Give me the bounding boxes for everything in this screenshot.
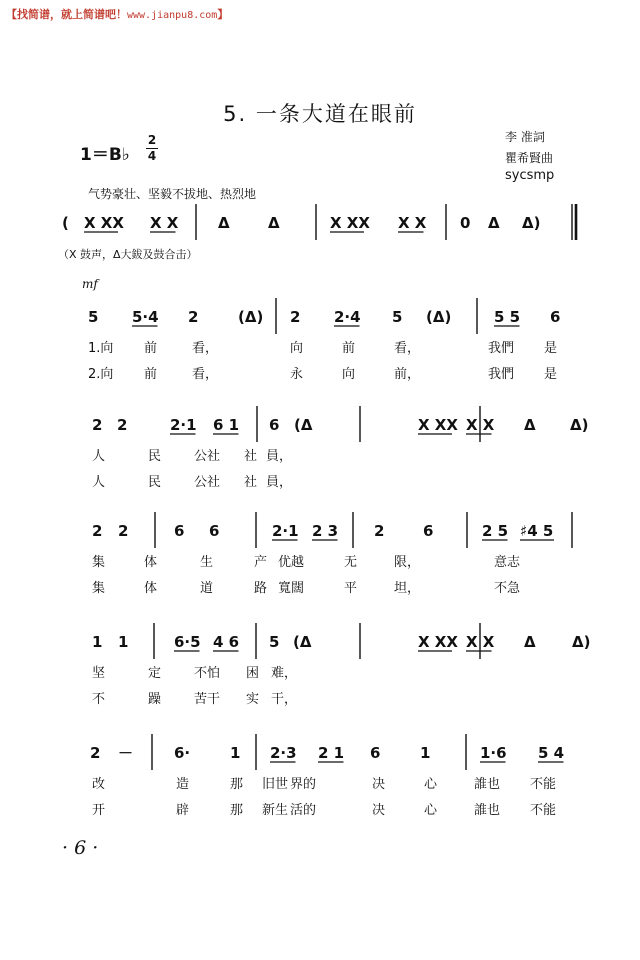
lyric-verse2: 开 xyxy=(92,803,106,818)
note: Δ) xyxy=(572,633,591,651)
note: 5 xyxy=(269,633,280,651)
lyric-verse2: 心 xyxy=(424,803,438,818)
note: 2 xyxy=(374,522,385,540)
lyric-verse1: 向 xyxy=(290,341,304,356)
lyric-verse1: 无 xyxy=(344,555,358,570)
note: 1 xyxy=(92,633,103,651)
note: (Δ xyxy=(294,416,313,434)
note: X X xyxy=(150,214,179,232)
note: ♯4 5 xyxy=(520,522,554,540)
note: 5 4 xyxy=(538,744,565,762)
lyric-verse2: 人 xyxy=(92,475,106,490)
lyric-verse1: 产 xyxy=(254,555,268,570)
note: 2 xyxy=(92,416,103,434)
lyric-verse1: 生 xyxy=(200,555,214,570)
note: 2 xyxy=(117,416,128,434)
note: 5 xyxy=(392,308,403,326)
lyric-verse2: 誰也 xyxy=(474,803,501,818)
note: 2·4 xyxy=(334,308,361,326)
note: 2 5 xyxy=(482,522,509,540)
source-credit: sycsmp xyxy=(505,168,555,183)
lyric-verse2: 民 xyxy=(148,475,162,490)
note: 6·5 xyxy=(174,633,201,651)
note: 4 6 xyxy=(213,633,240,651)
note: X XX xyxy=(418,633,458,651)
lyric-verse2: 路 xyxy=(254,581,268,596)
note: 2·3 xyxy=(270,744,297,762)
lyric-verse1: 坚 xyxy=(92,666,106,681)
note: Δ xyxy=(524,633,536,651)
lyric-verse1: 心 xyxy=(424,777,438,792)
note: 1 xyxy=(420,744,431,762)
expression-marking: 气势豪壮、坚毅不拔地、热烈地 xyxy=(88,187,257,201)
lyric-verse1: 优越 xyxy=(278,555,305,570)
note: 6· xyxy=(174,744,191,762)
lyric-verse1: 員， xyxy=(266,449,293,464)
banner-text: 【找简谱，就上简谱吧！ xyxy=(6,8,127,21)
intro-note: （X 鼓声，Δ大鈸及鼓合击） xyxy=(58,248,198,261)
note: 5 xyxy=(88,308,99,326)
lyric-verse1: 造 xyxy=(176,777,190,792)
note: 1 xyxy=(118,633,129,651)
note: 6 xyxy=(209,522,220,540)
key-signature: 1＝B♭ xyxy=(80,145,130,165)
lyric-verse2: 我們 xyxy=(488,367,515,382)
note: Δ xyxy=(524,416,536,434)
lyric-verse1: 民 xyxy=(148,449,162,464)
lyric-verse1: 意志 xyxy=(494,555,521,570)
composer-credit: 瞿希賢曲 xyxy=(505,151,554,165)
lyric-verse2: 看， xyxy=(192,367,219,382)
lyric-verse2: 向 xyxy=(342,367,356,382)
note: 2·1 xyxy=(272,522,299,540)
lyric-verse2: 苦干 xyxy=(194,692,221,707)
lyric-verse2: 平 xyxy=(344,581,358,596)
lyric-verse1: 是 xyxy=(544,341,558,356)
note: 2 xyxy=(290,308,301,326)
note: 6 xyxy=(269,416,280,434)
note: 5 5 xyxy=(494,308,521,326)
note: － xyxy=(118,744,134,762)
lyric-verse1: 社 xyxy=(244,449,258,464)
note: 1 xyxy=(230,744,241,762)
note: 5·4 xyxy=(132,308,159,326)
lyric-verse1: 不怕 xyxy=(194,666,221,681)
lyric-verse2: 坦， xyxy=(394,581,421,596)
time-signature-top: 2 xyxy=(147,133,157,147)
lyric-verse1: 界的 xyxy=(290,777,317,792)
note: 2·1 xyxy=(170,416,197,434)
lyric-verse1: 前 xyxy=(144,341,158,356)
lyric-verse1: 不能 xyxy=(530,777,557,792)
note: X X xyxy=(466,416,495,434)
lyric-verse2: 新生 xyxy=(262,803,289,818)
note: 6 xyxy=(550,308,561,326)
lyric-verse1: 前 xyxy=(342,341,356,356)
lyric-verse1: 我們 xyxy=(488,341,515,356)
lyric-verse1: 那 xyxy=(230,777,244,792)
note: 6 xyxy=(370,744,381,762)
lyricist-credit: 李 准詞 xyxy=(505,130,545,144)
lyric-verse2: 公社 xyxy=(194,475,221,490)
page-number: · 6 · xyxy=(62,837,99,859)
lyric-verse1: 体 xyxy=(144,555,158,570)
banner-url-link[interactable]: www.jianpu8.com xyxy=(127,10,218,21)
note: 2 1 xyxy=(318,744,345,762)
lyric-verse1: 人 xyxy=(92,449,106,464)
lyric-verse1: 集 xyxy=(92,555,106,570)
lyric-verse1: 看， xyxy=(394,341,421,356)
note: (Δ) xyxy=(238,308,264,326)
lyric-verse2: 永 xyxy=(290,367,304,382)
lyric-verse2: 集 xyxy=(92,581,106,596)
lyric-verse2: 員， xyxy=(266,475,293,490)
lyric-verse1: 旧世 xyxy=(262,777,289,792)
time-signature-bottom: 4 xyxy=(147,149,157,163)
note: 6 xyxy=(174,522,185,540)
note: X XX xyxy=(330,214,370,232)
lyric-verse2: 不急 xyxy=(494,581,521,596)
lyric-verse2: 不 xyxy=(92,692,106,707)
note: 2 xyxy=(118,522,129,540)
note: 6 1 xyxy=(213,416,240,434)
lyric-verse1: 难， xyxy=(271,666,298,681)
lyric-verse2: 实 xyxy=(246,692,260,707)
banner-close: 】 xyxy=(217,8,229,21)
lyric-verse2: 前 xyxy=(144,367,158,382)
lyric-verse2: 体 xyxy=(144,581,158,596)
dynamic-marking: mf xyxy=(82,277,98,291)
note: Δ xyxy=(488,214,500,232)
lyric-verse1: 困 xyxy=(246,666,260,681)
lyric-verse1: 1.向 xyxy=(88,341,114,356)
note: X XX xyxy=(84,214,124,232)
note: Δ xyxy=(268,214,280,232)
lyric-verse1: 公社 xyxy=(194,449,221,464)
lyric-verse1: 限， xyxy=(394,555,421,570)
song-title: 5. 一条大道在眼前 xyxy=(223,102,417,126)
lyric-verse2: 决 xyxy=(372,803,386,818)
note: 0 xyxy=(460,214,471,232)
note: 1·6 xyxy=(480,744,507,762)
note: 2 xyxy=(90,744,101,762)
lyric-verse2: 躁 xyxy=(148,692,162,707)
note: 2 xyxy=(92,522,103,540)
note: 2 3 xyxy=(312,522,339,540)
lyric-verse1: 定 xyxy=(148,666,162,681)
lyric-verse2: 前， xyxy=(394,367,421,382)
lyric-verse1: 决 xyxy=(372,777,386,792)
lyric-verse2: 那 xyxy=(230,803,244,818)
note: ( xyxy=(62,214,69,232)
lyric-verse2: 辟 xyxy=(176,803,190,818)
lyric-verse2: 寬闊 xyxy=(278,581,305,596)
lyric-verse2: 道 xyxy=(200,581,214,596)
note: 6 xyxy=(423,522,434,540)
lyric-verse2: 是 xyxy=(544,367,558,382)
note: Δ xyxy=(218,214,230,232)
lyric-verse1: 看， xyxy=(192,341,219,356)
lyric-verse2: 活的 xyxy=(290,803,317,818)
note: 2 xyxy=(188,308,199,326)
lyric-verse2: 2.向 xyxy=(88,367,114,382)
note: Δ) xyxy=(522,214,541,232)
note: X X xyxy=(466,633,495,651)
note: (Δ) xyxy=(426,308,452,326)
lyric-verse2: 不能 xyxy=(530,803,557,818)
lyric-verse1: 誰也 xyxy=(474,777,501,792)
note: (Δ xyxy=(293,633,312,651)
note: X XX xyxy=(418,416,458,434)
note: X X xyxy=(398,214,427,232)
lyric-verse2: 干， xyxy=(271,692,298,707)
lyric-verse2: 社 xyxy=(244,475,258,490)
lyric-verse1: 改 xyxy=(92,777,106,792)
note: Δ) xyxy=(570,416,589,434)
